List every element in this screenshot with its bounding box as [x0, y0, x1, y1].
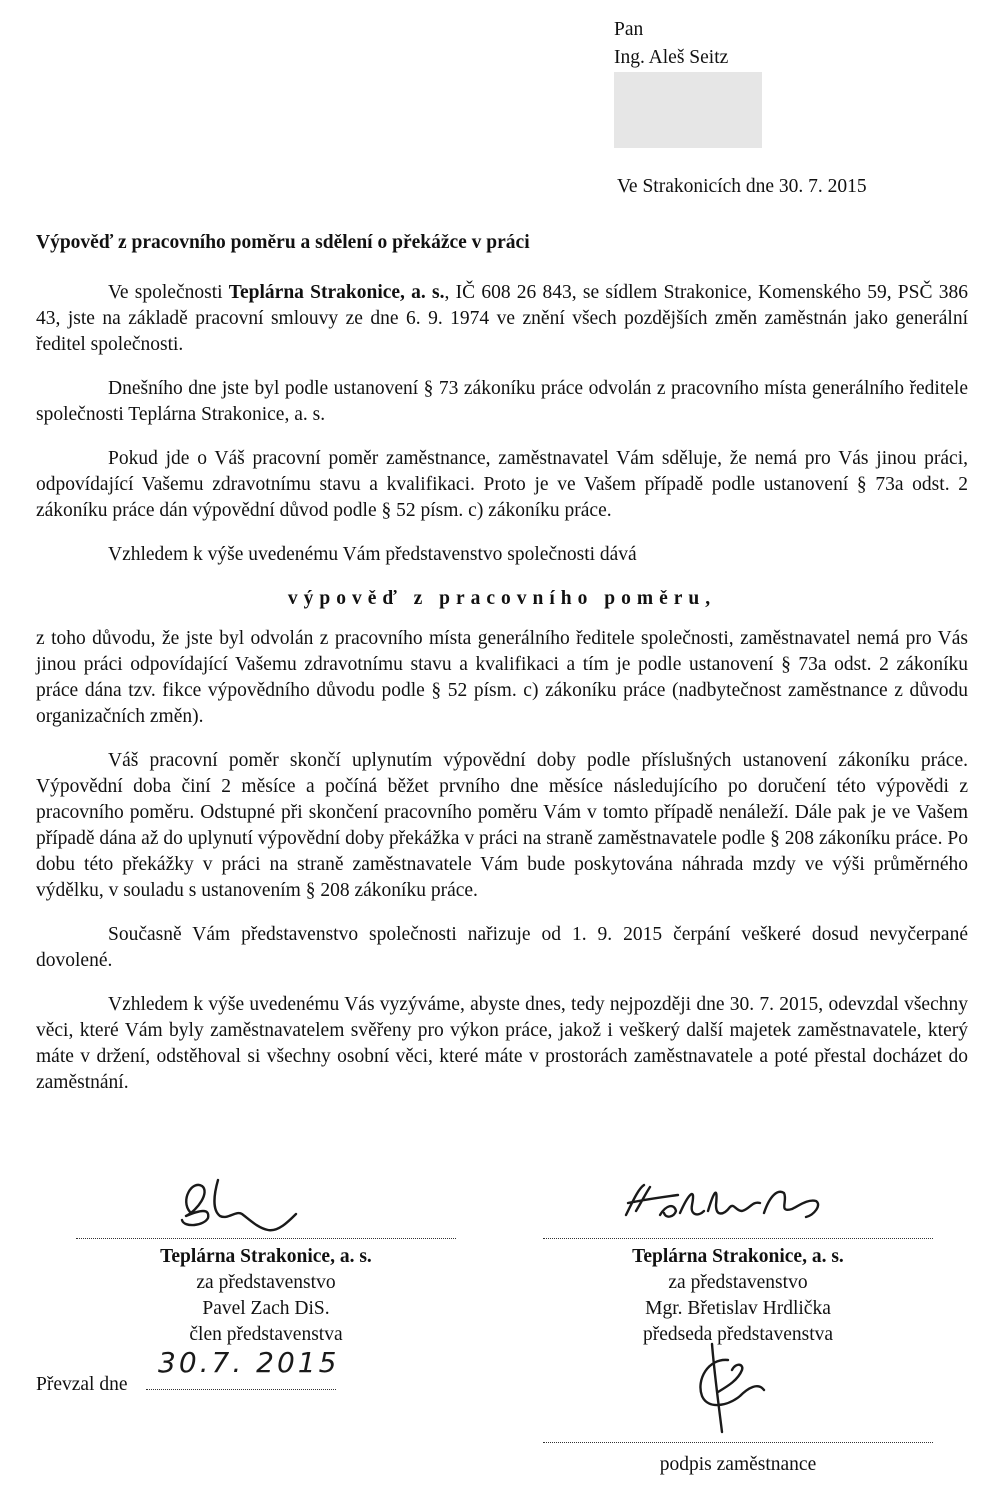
addressee-block [614, 16, 728, 72]
paragraph-5: z toho důvodu, že jste byl odvolán z pracovního místa generálního ředitele společnosti, zaměstnavatel nemá pro Vás jinou práci odpovídající Vašemu zdravotnímu stavu a kvalifikaci a tím je podle ustanovení § 73a odst. 2 zákoníku práce dána tzv. fikce výpovědního důvodu podle § 52 písm. c) zákoníku práce (nadbytečnost zaměstnance z důvodu organizačních změn). [36, 628, 968, 727]
letter-body [36, 280, 968, 1114]
signer-right-company: Teplárna Strakonice, a. s. [632, 1246, 844, 1267]
letter-subject: Výpověď z pracovního poměru a sdělení o překážce v práci [36, 232, 530, 253]
company-name: Teplárna Strakonice, a. s. [228, 282, 445, 303]
signature-block-right [543, 1244, 933, 1348]
redacted-address [614, 72, 762, 148]
signature-right-icon [618, 1175, 838, 1235]
paragraph-3: Pokud jde o Váš pracovní poměr zaměstnance, zaměstnavatel Vám sděluje, že nemá pro Vás jinou práci, odpovídající Vašemu zdravotnímu stavu a kvalifikaci. Proto je ve Vašem případě podle ustanovení § 73a odst. 2 zákoníku práce dán výpovědní důvod podle § 52 písm. c) zákoníku práce. [36, 448, 968, 521]
signature-employee-icon [688, 1340, 778, 1440]
paragraph-1: Ve společnosti Teplárna Strakonice, a. s., IČ 608 26 843, se sídlem Strakonice, Komenského 59, PSČ 386 43, jste na základě pracovní smlouvy ze dne 6. 9. 1974 ve znění všech pozdějších změn zaměstnán jako generální ředitel společnosti. [36, 282, 968, 355]
signature-line-right [543, 1238, 933, 1239]
notice-heading: výpověď z pracovního poměru, [287, 588, 717, 609]
paragraph-7: Současně Vám představenstvo společnosti nařizuje od 1. 9. 2015 čerpání veškeré dosud nevyčerpané dovolené. [36, 924, 968, 971]
paragraph-4: Vzhledem k výše uvedenému Vám představenstvo společnosti dává [108, 544, 637, 565]
signer-left-role: člen představenstva [189, 1324, 343, 1345]
received-label: Převzal dne [36, 1374, 128, 1395]
employee-signature-label: podpis zaměstnance [659, 1454, 817, 1475]
signer-left-company: Teplárna Strakonice, a. s. [160, 1246, 372, 1267]
addressee-salutation: Pan [614, 19, 644, 40]
signature-block-left [76, 1244, 456, 1348]
paragraph-2: Dnešního dne jste byl podle ustanovení § 73 zákoníku práce odvolán z pracovního místa generálního ředitele společnosti Teplárna Strakonice, a. s. [36, 378, 968, 425]
signer-right-line2: za představenstvo [668, 1272, 808, 1293]
employee-signature-line [543, 1442, 933, 1443]
signature-line-left [76, 1238, 456, 1239]
signer-right-role: předseda představenstva [642, 1324, 834, 1345]
signer-left-name: Pavel Zach DiS. [202, 1298, 330, 1319]
signature-left-icon [170, 1170, 320, 1240]
place-and-date: Ve Strakonicích dne 30. 7. 2015 [617, 176, 867, 197]
received-handwritten-date: 30.7. 2015 [158, 1346, 340, 1379]
signer-right-name: Mgr. Břetislav Hrdlička [645, 1298, 831, 1319]
received-date-line [146, 1389, 336, 1390]
signer-left-line2: za představenstvo [196, 1272, 336, 1293]
paragraph-6: Váš pracovní poměr skončí uplynutím výpovědní doby podle příslušných ustanovení zákoníku práce. Výpovědní doba činí 2 měsíce a počíná běžet prvního dne měsíce následujícího po doručení této výpovědi z pracovního poměru. Odstupné při skončení pracovního poměru Vám v tomto případě nenáleží. Dále pak je ve Vašem případě dána až do uplynutí výpovědní doby překážka v práci na straně zaměstnavatele podle § 208 zákoníku práce. Po dobu této překážky v práci na straně zaměstnavatele Vám bude poskytována náhrada mzdy ve výši průměrného výdělku, v souladu s ustanovením § 208 zákoníku práce. [36, 750, 968, 901]
paragraph-8: Vzhledem k výše uvedenému Vás vyzýváme, abyste dnes, tedy nejpozději dne 30. 7. 2015, odevzdal všechny věci, které Vám byly zaměstnavatelem svěřeny pro výkon práce, jakož i veškerý další majetek zaměstnavatele, který máte v držení, odstěhoval si všechny osobní věci, které máte v prostorách zaměstnavatele a poté přestal docházet do zaměstnání. [36, 994, 968, 1093]
addressee-name: Ing. Aleš Seitz [614, 47, 729, 68]
